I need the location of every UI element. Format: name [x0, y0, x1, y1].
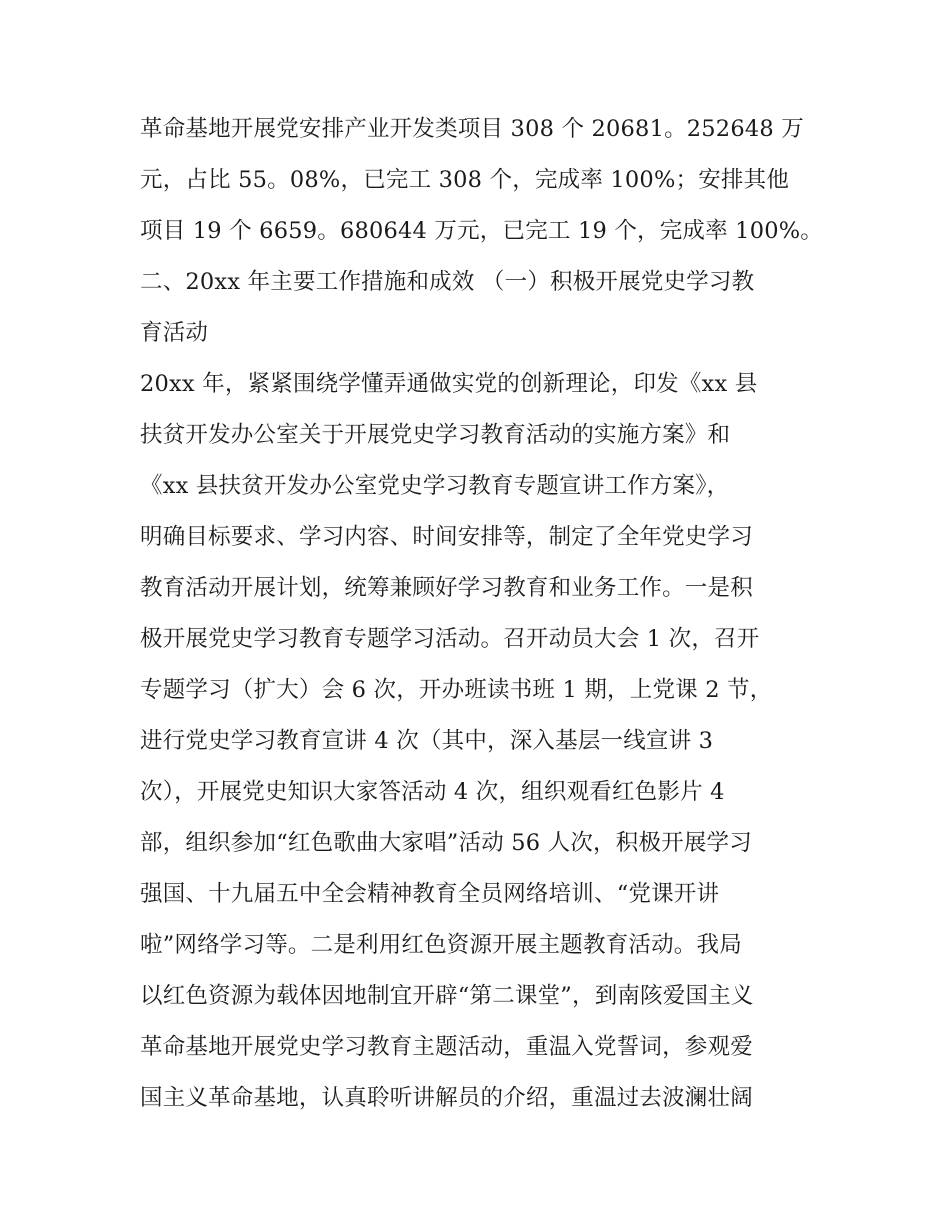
text-line: 次），开展党史知识大家答活动 4 次，组织观看红色影片 4	[140, 779, 725, 805]
text-line: 啦”网络学习等。二是利用红色资源开展主题教育活动。我局	[140, 932, 742, 958]
text-line: 进行党史学习教育宣讲 4 次（其中，深入基层一线宣讲 3	[140, 728, 714, 754]
text-line: 明确目标要求、学习内容、时间安排等，制定了全年党史学习	[140, 524, 753, 550]
text-line: 20xx 年，紧紧围绕学懂弄通做实党的创新理论，印发《xx 县	[140, 371, 758, 397]
section-heading-line: 二、20xx 年主要工作措施和成效 （一）积极开展党史学习教	[140, 269, 755, 295]
text-line: 元，占比 55。08%，已完工 308 个，完成率 100%；安排其他	[140, 167, 790, 193]
section-heading-line: 育活动	[140, 320, 209, 346]
text-line: 极开展党史学习教育专题学习活动。召开动员大会 1 次，召开	[140, 626, 760, 652]
text-line: 以红色资源为载体因地制宜开辟“第二课堂”，到南陔爱国主义	[140, 983, 754, 1009]
document-body	[140, 104, 824, 1124]
text-line: 扶贫开发办公室关于开展党史学习教育活动的实施方案》和	[140, 422, 731, 448]
text-line: 《xx 县扶贫开发办公室党史学习教育专题宣讲工作方案》，	[140, 473, 730, 499]
text-line: 强国、十九届五中全会精神教育全员网络培训、“党课开讲	[140, 881, 720, 907]
text-line: 国主义革命基地，认真聆听讲解员的介绍，重温过去波澜壮阔	[140, 1085, 753, 1111]
text-line: 专题学习（扩大）会 6 次，开办班读书班 1 期，上党课 2 节，	[140, 677, 773, 703]
text-line: 教育活动开展计划，统筹兼顾好学习教育和业务工作。一是积	[140, 575, 753, 601]
text-line: 部，组织参加“红色歌曲大家唱”活动 56 人次，积极开展学习	[140, 830, 752, 856]
text-line: 革命基地开展党史学习教育主题活动，重温入党誓词，参观爱	[140, 1034, 753, 1060]
text-line: 项目 19 个 6659。680644 万元，已完工 19 个，完成率 100%。	[140, 218, 824, 244]
text-line: 革命基地开展党安排产业开发类项目 308 个 20681。252648 万	[140, 116, 804, 142]
